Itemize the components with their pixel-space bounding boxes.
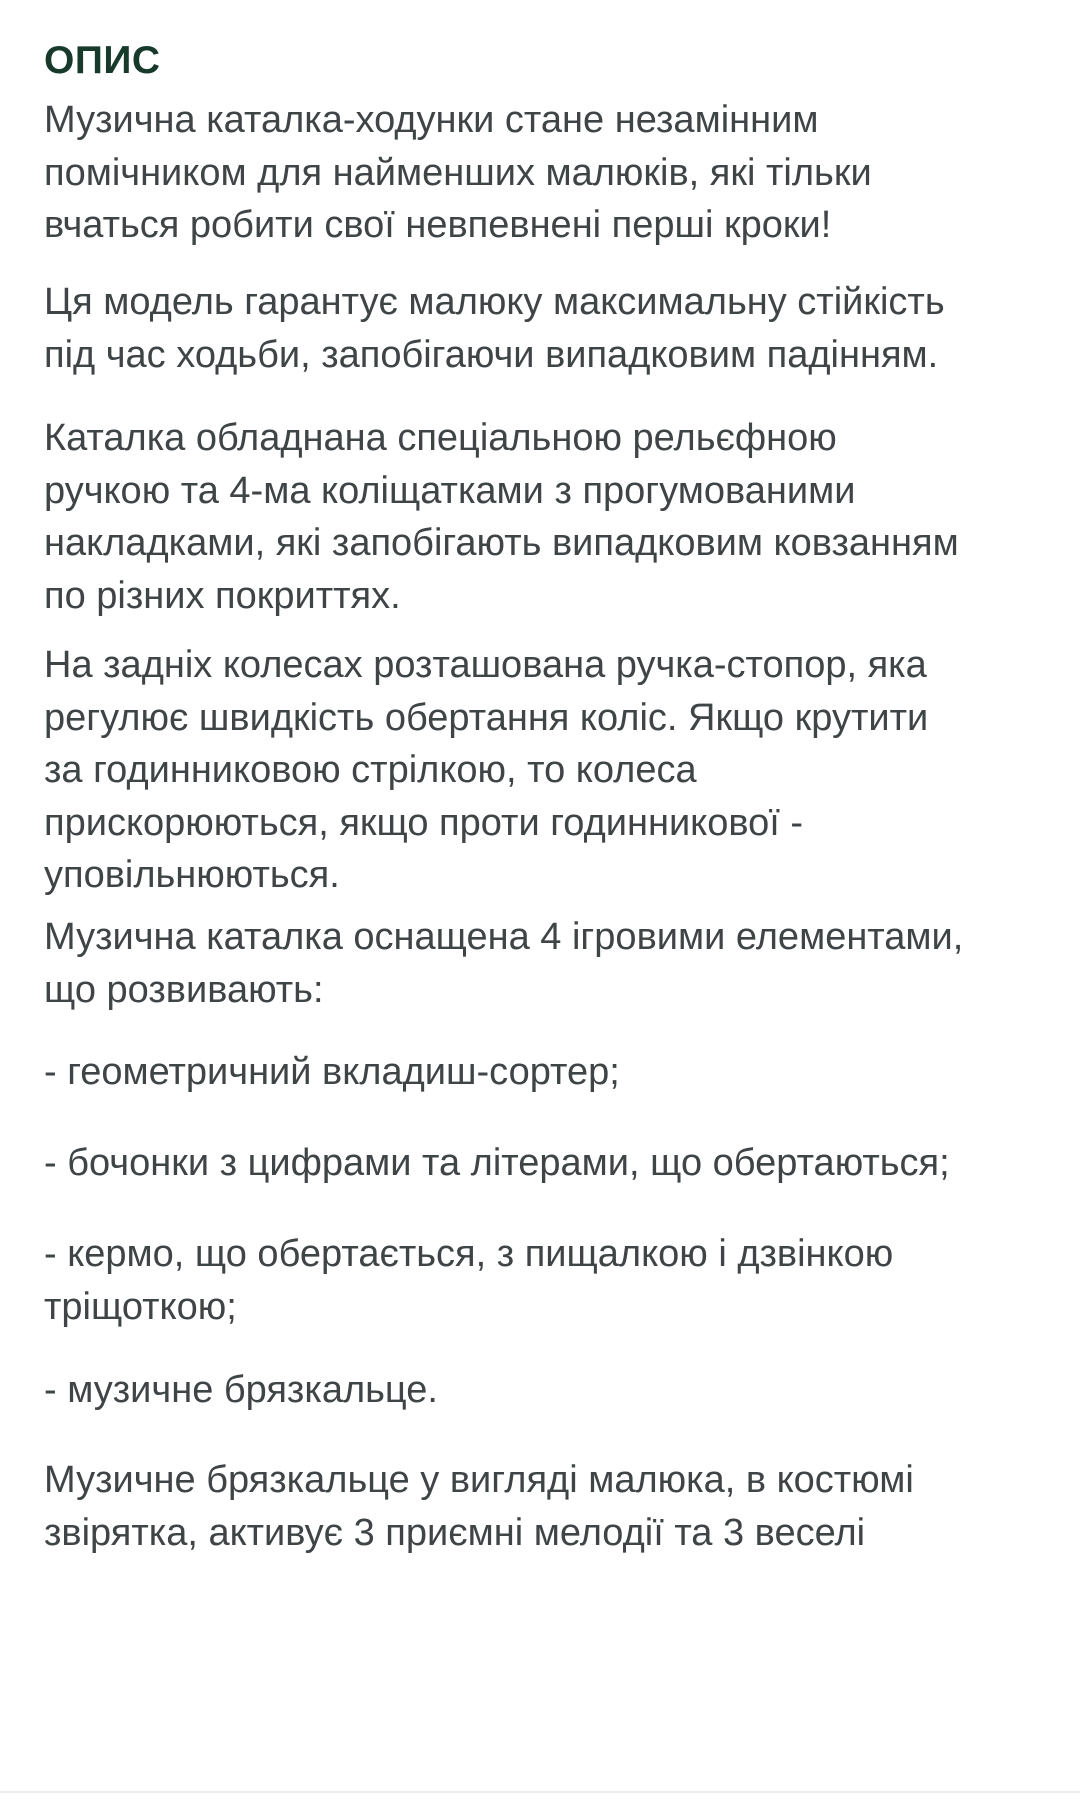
description-paragraph-play-elements: Музична каталка оснащена 4 ігровими елементами, що розвивають: (44, 916, 964, 1011)
list-item-sorter: - геометричний вкладиш-сортер; (44, 1051, 620, 1093)
description-paragraph-rattle-melodies: Музичне брязкальце у вигляді малюка, в костюмі звірятка, активує 3 приємні мелодії та 3 веселі (44, 1459, 914, 1554)
list-item-steering-wheel: - кермо, що обертається, з пищалкою і дзвінкою тріщоткою; (44, 1233, 894, 1328)
description-paragraph-stopper: На задніх колесах розташована ручка-стопор, яка регулює швидкість обертання коліс. Якщо крутити за годинниковою стрілкою, то колеса прискорюються, якщо проти годинникової - уповільнюються. (44, 644, 929, 896)
description-paragraph-stability: Ця модель гарантує малюку максимальну стійкість під час ходьби, запобігаючи випадковим падінням. (44, 281, 945, 376)
bottom-divider (0, 1791, 1080, 1793)
list-item-barrels: - бочонки з цифрами та літерами, що обертаються; (44, 1142, 950, 1184)
list-item-rattle: - музичне брязкальце. (44, 1369, 438, 1411)
description-paragraph-intro: Музична каталка-ходунки стане незамінним помічником для найменших малюків, які тільки вчаться робити свої невпевнені перші кроки! (44, 99, 872, 246)
description-title: ОПИС (44, 39, 161, 82)
description-paragraph-handle-wheels: Каталка обладнана спеціальною рельєфною ручкою та 4-ма коліщатками з прогумованими накладками, які запобігають випадковим ковзанням по різних покриттях. (44, 417, 959, 617)
